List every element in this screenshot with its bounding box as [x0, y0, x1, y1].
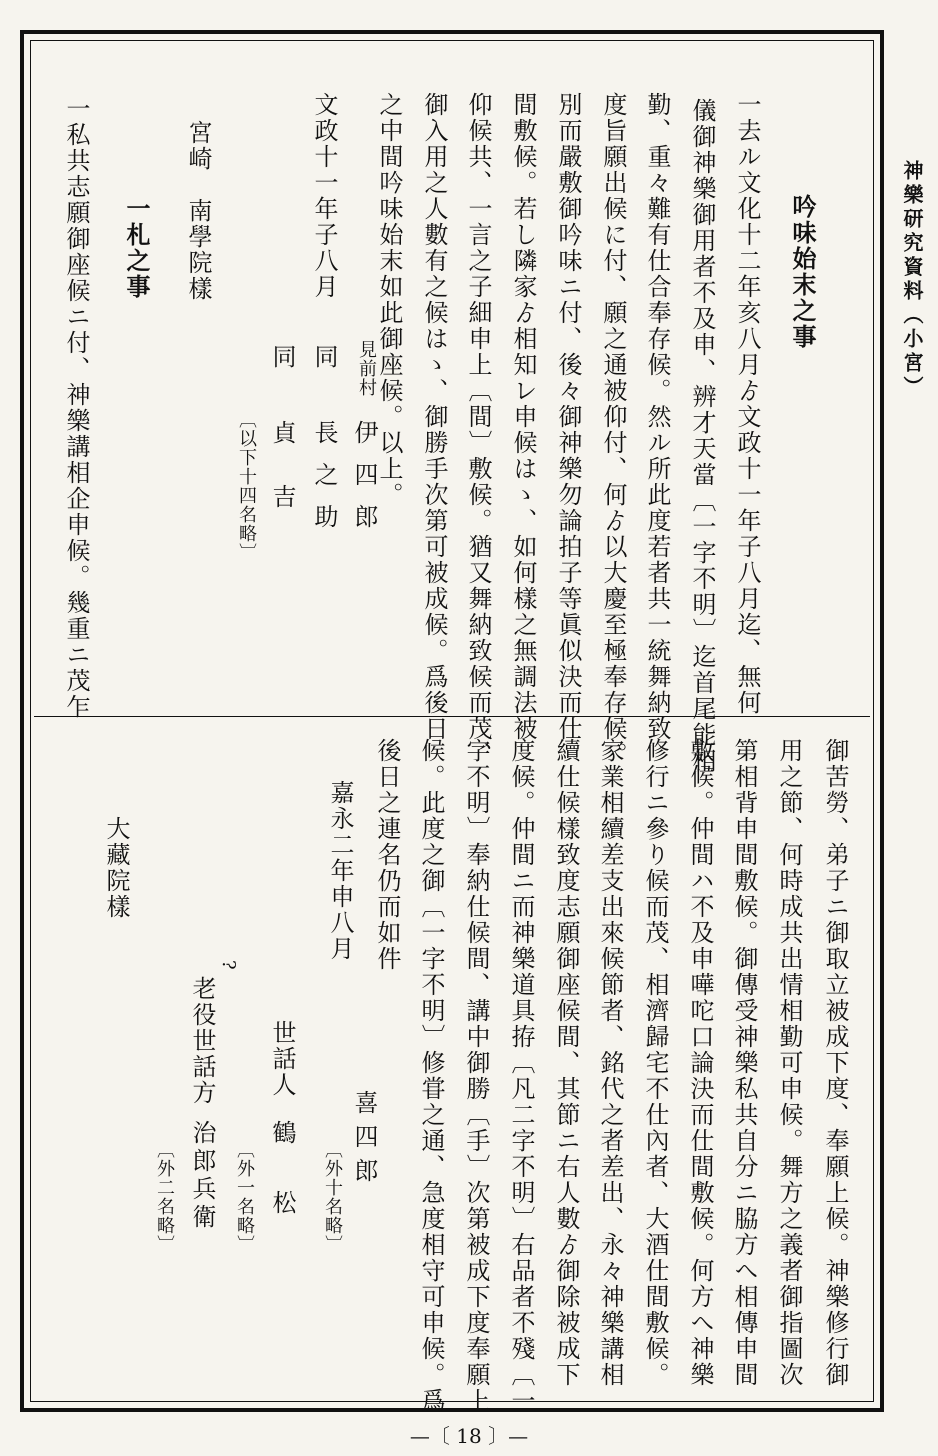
upper-signer-1-name: 伊四郎: [350, 420, 378, 546]
upper-addressee: 宮崎 南學院樣: [184, 120, 212, 302]
upper-signer-3-prefix: 同: [268, 344, 296, 370]
page-number: —〔 18 〕—: [409, 1424, 529, 1448]
section-divider: [34, 716, 870, 717]
upper-date: 文政十一年子八月: [310, 92, 338, 300]
lower-text-line-6: 家業相續差支出來候節者、銘代之者差出、永々神樂講相: [596, 738, 624, 1388]
upper-signer-2-name: 長之助: [310, 420, 338, 546]
running-head: 神樂研究資料（小宮）: [900, 160, 924, 400]
upper-signer-3-name: 貞吉: [268, 420, 296, 548]
lower-signer-3-name: 治郎兵衛: [188, 1120, 216, 1232]
lower-signer-1-name: 喜四郎: [350, 1090, 378, 1192]
upper-text-line-4: 度旨願出候に付、願之通被仰付、何ゟ以大慶至極奉存候。: [599, 92, 627, 768]
upper-text-line-3: 勤、重々難有仕合奉存候。然ル所此度若者共一統舞納致: [643, 92, 671, 742]
lower-text-line-9: 字不明〕奉納仕候間、講中御勝〔手〕次第被成下度奉願上: [462, 738, 490, 1414]
lower-text-line-8: 度候。仲間ニ而神樂道具拵〔凡二字不明〕右品者不殘〔一: [507, 738, 535, 1414]
lower-signer-2-role: 世話人: [268, 1020, 296, 1098]
lower-text-line-1: 御苦勞、弟子ニ御取立被成下度、奉願上候。神樂修行御: [821, 738, 849, 1388]
lower-text-line-5: 修行ニ參り候而茂、相濟歸宅不仕內者、大酒仕間敷候。: [641, 738, 669, 1388]
lower-date: 嘉永二年申八月: [326, 780, 354, 962]
document-title: 吟味始末之事: [788, 194, 817, 350]
upper-text-line-8: 御入用之人數有之候はゝ、御勝手次第可被成候。爲後日: [420, 92, 448, 742]
lower-signer-1-omitted: 〔外十名略〕: [322, 1140, 343, 1254]
lower-signer-2-name: 鶴松: [268, 1120, 296, 1260]
lower-text-line-4: 敷候。仲間ハ不及申嘩咜口論決而仕間敷候。何方へ神樂: [686, 738, 714, 1388]
lower-text-line-2: 用之節、何時成共出情相勤可申候。舞方之義者御指圖次: [775, 738, 803, 1388]
lower-text-line-11: 後日之連名仍而如件: [373, 738, 401, 972]
section-title-ichisatsu: 一札之事: [122, 196, 151, 300]
lower-addressee: 大藏院樣: [102, 816, 130, 920]
upper-signer-2-prefix: 同: [310, 344, 338, 370]
lower-signer-3-omitted: 〔外二名略〕: [154, 1140, 175, 1254]
lower-text-line-10: 候。此度之御〔一字不明〕修甞之通、急度相守可申候。爲: [417, 738, 445, 1414]
upper-text-line-1: 一去ル文化十二年亥八月ゟ文政十一年子八月迄、無何: [733, 92, 761, 716]
upper-text-line-5: 別而嚴敷御吟味ニ付、後々御神樂勿論拍子等眞似決而仕: [554, 92, 582, 742]
query-mark: ?: [218, 960, 239, 971]
upper-signer-1-place: 見前村: [356, 340, 377, 397]
lower-signer-2-omitted: 〔外一名略〕: [234, 1140, 255, 1254]
lower-text-line-3: 第相背申間敷候。御傳受神樂私共自分ニ脇方へ相傳申間: [730, 738, 758, 1388]
lower-text-line-7: 續仕候樣致度志願御座候間、其節ニ右人數ゟ御除被成下: [552, 738, 580, 1388]
upper-omitted-note: 〔以下十四名略〕: [236, 410, 257, 562]
lower-signer-3-role: 老役世話方: [188, 976, 216, 1106]
upper-text-line-7: 仰候共、一言之子細申上〔間〕敷候。猶又舞納致候而茂、: [464, 92, 492, 768]
upper-section2-line: 一私共志願御座候ニ付、神樂講相企申候。幾重ニ茂乍: [62, 96, 90, 720]
upper-text-line-2: 儀御神樂御用者不及申、辨才天當〔一字不明〕迄首尾能相: [688, 98, 716, 774]
upper-text-line-6: 間敷候。若し隣家ゟ相知レ申候はゝ、如何樣之無調法被: [509, 92, 537, 742]
upper-text-line-9: 之中間吟味始末如此御座候。以上。: [375, 92, 403, 508]
